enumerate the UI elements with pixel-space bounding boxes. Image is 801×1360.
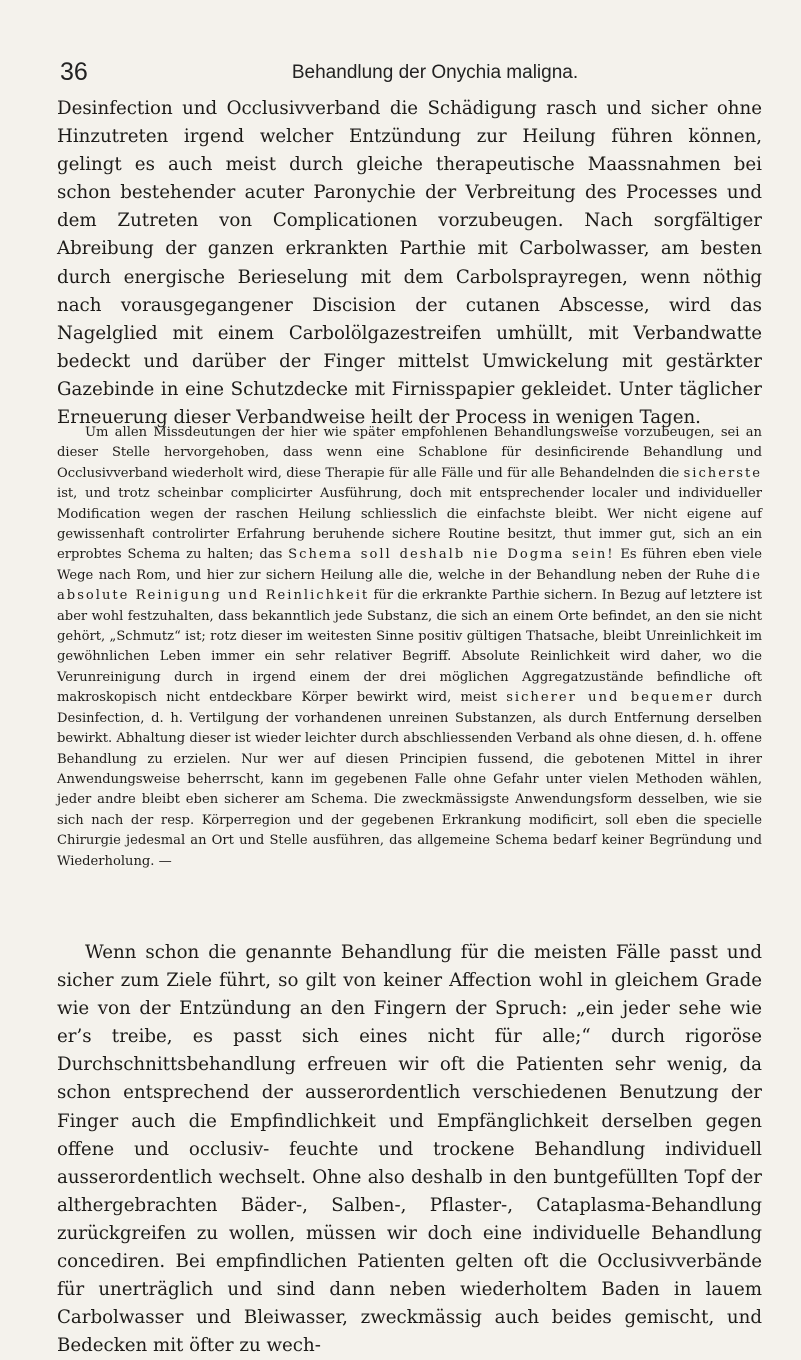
- page-header: [60, 58, 780, 88]
- paragraph-individual-treatment: Wenn schon die genannte Behandlung für die meisten Fälle passt und sicher zum Ziele führt, so gilt von keiner Affection wohl in gleichem Grade wie von der Entzündung an den Fingern der Spruch: „ein jeder sehe wie er’s treibe, es passt sich eines nicht für alle;“ durch rigoröse Durchschnittsbehandlung erfreuen wir oft die Patienten sehr wenig, da schon entsprechend der ausserordentlich verschiedenen Benutzung der Finger auch die Empfindlichkeit und Empfänglichkeit derselben gegen offene und occlusiv- feuchte und trockene Behandlung individuell ausserordentlich wechselt. Ohne also deshalb in den buntgefüllten Topf der althergebrachten Bäder-, Salben-, Pflaster-, Cataplasma-Behandlung zurückgreifen zu wollen, müssen wir doch eine individuelle Behandlung concediren. Bei empfindlichen Patienten gelten oft die Occlusivverbände für unerträglich und sind dann neben wiederholtem Baden in lauem Carbolwasser und Bleiwasser, zweckmässig auch beides gemischt, und Bedecken mit öfter zu wech-: [57, 942, 762, 1357]
- paragraph-desinfection: Desinfection und Occlusivverband die Schädigung rasch und sicher ohne Hinzutreten irgend welcher Entzündung zur Heilung führen können, gelingt es auch meist durch gleiche therapeutische Maassnahmen bei schon bestehender acuter Paronychie der Verbreitung des Processes und dem Zutreten von Complicationen vorzubeugen. Nach sorgfältiger Abreibung der ganzen erkrankten Parthie mit Carbolwasser, am besten durch energische Berieselung mit dem Carbolsprayregen, wenn nöthig nach vorausgegangener Discision der cutanen Abscesse, wird das Nagelglied mit einem Carbolölgazestreifen umhüllt, mit Verbandwatte bedeckt und darüber der Finger mittelst Umwickelung mit gestärkter Gazebinde in eine Schutzdecke mit Firnisspapier gekleidet. Unter täglicher Erneuerung dieser Verbandweise heilt der Process in wenigen Tagen.: [57, 98, 762, 429]
- emphasis-sicherste: sicherste: [683, 465, 762, 481]
- text-run: für die erkrankte Parthie sichern. In Bezug auf letztere ist aber wohl festzuhalten, dass bekanntlich jede Substanz, die sich an einem Orte befindet, an den sie nicht gehört, „Schmutz“ ist; rotz dieser im weitesten Sinne positiv gültigen Thatsache, bleibt Unreinlichkeit im gewöhnlichen Leben immer ein sehr relativer Begriff. Absolute Reinlichkeit wird daher, wo die Verunreinigung durch in irgend einem der drei möglichen Aggregatzustände befindliche oft makroskopisch nicht entdeckbare Körper bewirkt wird, meist: [57, 588, 762, 706]
- paragraph-footnote-schema: [57, 423, 762, 872]
- text-run: Es führen eben viele Wege nach Rom, und hier zur sichern Heilung alle die, welche in der Behandlung neben der Ruhe: [57, 547, 762, 583]
- emphasis-sicherer-bequemer: sicherer und bequemer: [506, 690, 714, 706]
- running-title: Behandlung der Onychia maligna.: [291, 62, 579, 83]
- text-run: durch Desinfection, d. h. Vertilgung der vorhandenen unreinen Substanzen, als durch Entfernung derselben bewirkt. Abhaltung dieser ist wieder leichter durch abschliessenden Verband als ohne diesen, d. h. offene Behandlung zu erzielen. Nur wer auf diesen Principien fussend, die gebotenen Mittel in ihrer Anwendungsweise beherrscht, kann im gegebenen Falle ohne Gefahr unter vielen Methoden wählen, jeder andre bleibt eben sicherer am Schema. Die zweckmässigste Anwendungsform desselben, wie sie sich nach der resp. Körperregion und der gegebenen Erkrankung modificirt, soll eben die specielle Chirurgie jedesmal an Ort und Stelle ausführen, das allgemeine Schema bedarf keiner Begründung und Wiederholung. —: [57, 690, 763, 869]
- page-number: 36: [60, 58, 88, 86]
- emphasis-schema-dogma: Schema soll deshalb nie Dogma sein!: [288, 547, 615, 563]
- text-run: Um allen Missdeutungen der hier wie später empfohlenen Behandlungsweise vorzubeugen, sei an dieser Stelle hervorgehoben, dass wenn eine Schablone für desinficirende Behandlung und Occlusivverband wiederholt wird, diese Therapie für alle Fälle und für alle Behandelnden die: [57, 425, 762, 481]
- emphasis-reinigung: die absolute Reinigung und Reinlichkeit: [57, 567, 762, 604]
- text-run: ist, und trotz scheinbar complicirter Ausführung, doch mit entsprechender localer und individueller Modification wegen der raschen Heilung schliesslich die einfachste bleibt. Wer nicht eigene auf gewissenhaft controlirter Erfahrung beruhende sichere Routine besitzt, thut immer gut, sich an ein erprobtes Schema zu halten; das: [57, 486, 762, 563]
